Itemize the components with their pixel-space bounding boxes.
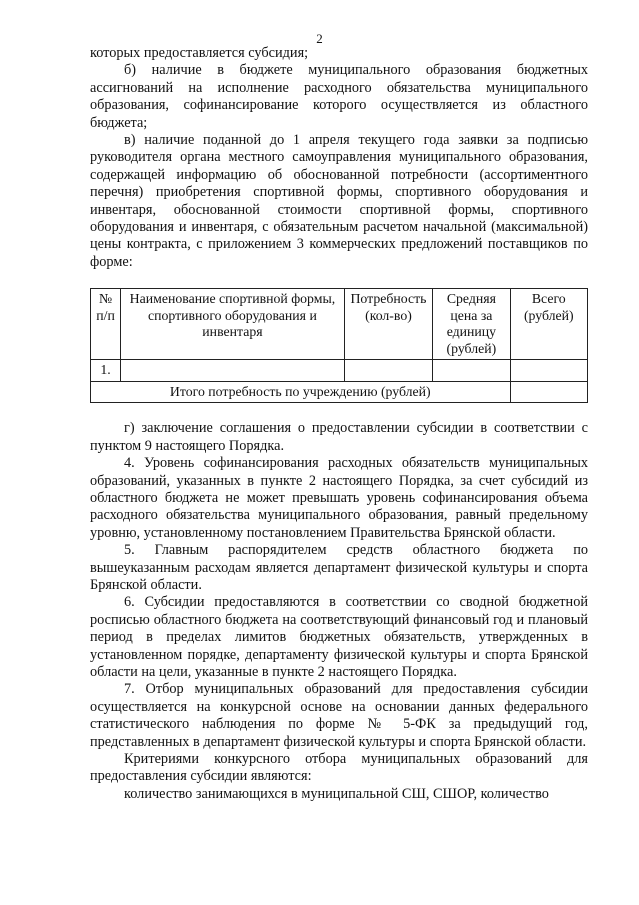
header-quantity: Потребность (кол-во) — [344, 289, 432, 360]
empty-cell — [510, 360, 587, 382]
page-number: 2 — [316, 31, 323, 46]
needs-form-table — [90, 288, 588, 403]
header-average-price: Средняя цена за единицу (рублей) — [433, 289, 510, 360]
paragraph-section-5: 5. Главным распорядителем средств областного бюджета по вышеуказанным расходам является департамент физической культуры и спорта Брянской области. — [90, 542, 588, 593]
table-header-row — [91, 289, 588, 360]
paragraph-item-b: б) наличие в бюджете муниципального образования бюджетных ассигнований на исполнение расходного обязательства муниципального образования, софинансирование которого осуществляется из областного бюджета; — [90, 62, 588, 131]
header-total: Всего (рублей) — [510, 289, 587, 360]
table-total-row — [91, 381, 588, 403]
empty-cell — [121, 360, 345, 382]
total-value-cell — [510, 381, 587, 403]
paragraph-section-4: 4. Уровень софинансирования расходных обязательств муниципальных образований, указанных в пункте 2 настоящего Порядка, за счет субсидий из областного бюджета не может превышать уровень софинансирования объема расходного обязательства муниципального образования, равный предельному уровню, установленному постановлением Правительства Брянской области. — [90, 455, 588, 541]
empty-cell — [344, 360, 432, 382]
paragraph-section-6: 6. Субсидии предоставляются в соответствии со сводной бюджетной росписью областного бюджета на соответствующий финансовый год и плановый период в пределах лимитов бюджетных обязательств, утвержденных в установленном порядке, департаменту физической культуры и спорта Брянской области на цели, указанные в пункте 2 настоящего Порядка. — [90, 594, 588, 680]
header-number: № п/п — [91, 289, 121, 360]
paragraph-continuation: которых предоставляется субсидия; — [90, 45, 309, 61]
document-body — [90, 45, 588, 803]
paragraph-section-7: 7. Отбор муниципальных образований для предоставления субсидии осуществляется на конкурсной основе на основании данных федерального статистического наблюдения по форме № 5-ФК за предыдущий год, представленных в департамент физической культуры и спорта Брянской области. — [90, 681, 588, 750]
row-number-cell: 1. — [91, 360, 121, 382]
empty-cell — [433, 360, 510, 382]
paragraph-criteria-list: количество занимающихся в муниципальной СШ, СШОР, количество — [124, 785, 549, 802]
table-row — [91, 360, 588, 382]
paragraph-item-v: в) наличие поданной до 1 апреля текущего года заявки за подписью руководителя органа местного самоуправления муниципального образования, содержащей информацию об обоснованной потребности (ассортиментного перечня) приобретения спортивной формы, спортивного оборудования и инвентаря, обоснованной стоимости спортивной формы, спортивного оборудования и инвентаря, с обязательным расчетом начальной (максимальной) цены контракта, с приложением 3 коммерческих предложений поставщиков по форме: — [90, 132, 588, 270]
paragraph-item-g: г) заключение соглашения о предоставлении субсидии в соответствии с пунктом 9 настоящего Порядка. — [90, 420, 588, 454]
total-label-cell: Итого потребность по учреждению (рублей) — [91, 381, 511, 403]
paragraph-criteria-intro: Критериями конкурсного отбора муниципальных образований для предоставления субсидии являются: — [90, 751, 588, 785]
header-item-name: Наименование спортивной формы, спортивного оборудования и инвентаря — [121, 289, 345, 360]
